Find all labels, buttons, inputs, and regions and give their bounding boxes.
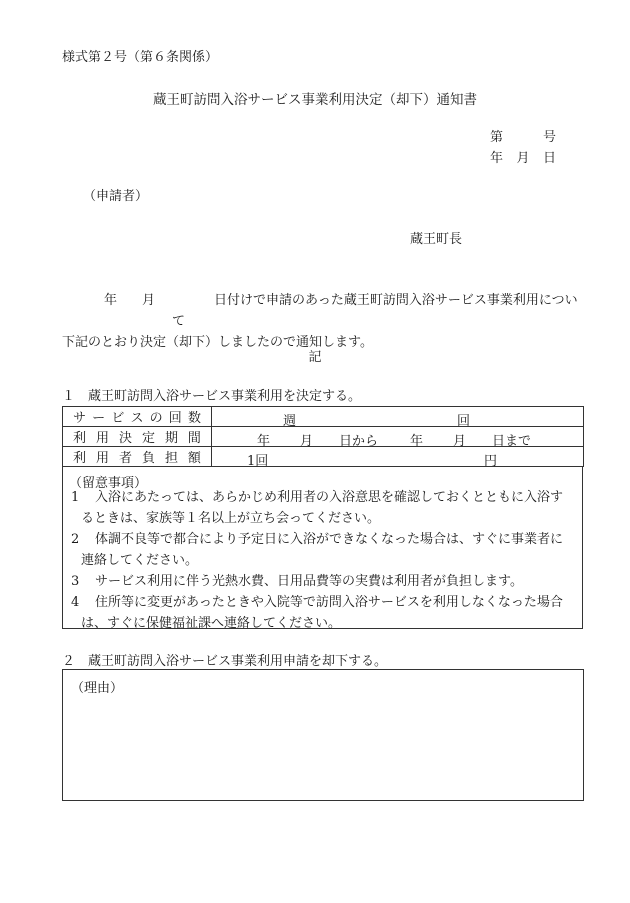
period-end-month: 月 [453,433,467,449]
body-line-1 [62,290,582,332]
note-line: 入浴にあたっては、あらかじめ利用者の入浴意思を確認しておくとともに入浴す [95,490,564,505]
period-start-day: 日から [339,433,379,449]
value-service-count [212,407,584,427]
list-item [71,571,577,592]
document-number-line [490,131,556,144]
period-start-year: 年 [257,433,271,449]
label-char: 者 [118,451,132,466]
charge-yen: 円 [484,453,498,469]
label-char: 期 [164,431,178,446]
reason-box [62,669,584,801]
section-2-heading: ２ 蔵王町訪問入浴サービス事業利用申請を却下する。 [62,654,388,669]
label-char: 用 [95,431,109,446]
value-times: 回 [457,413,471,429]
note-line: 体調不良等で都合により予定日に入浴ができなくなった場合は、すぐに事業者に [95,532,564,547]
label-char: 数 [187,411,201,426]
note-line: サービス利用に伴う光熱水費、日用品費等の実費は利用者が負担します。 [95,574,523,589]
note-line: は、すぐに保健福祉課へ連絡してください。 [81,616,342,631]
label-service-count [63,407,212,427]
label-char: の [149,411,163,426]
label-char: 負 [141,451,155,466]
label-char: ー [92,411,106,426]
period-end-year: 年 [410,433,424,449]
value-usage-period [212,427,584,447]
body-year: 年 [104,293,118,308]
date-line [490,152,556,165]
charge-per-visit: 1回 [247,453,269,469]
label-char: ス [130,411,144,426]
notes-box [62,467,583,629]
form-number: 様式第２号（第６条関係） [62,50,219,65]
table-row [63,407,584,427]
list-item [71,487,577,529]
label-char: ビ [111,411,125,426]
note-number: 4 [71,595,80,610]
table-row [63,427,584,447]
date-day: 日 [542,151,556,166]
label-char: 決 [118,431,132,446]
note-line: るときは、家族等１名以上が立ち会ってください。 [81,511,381,526]
label-user-charge [63,447,212,467]
notes-title: （留意事項） [69,476,148,491]
decision-table [62,406,584,467]
value-week: 週 [283,413,297,429]
label-usage-period [63,427,212,447]
value-user-charge [212,447,584,467]
list-item [71,529,577,571]
applicant-label: （申請者） [83,189,149,204]
date-year: 年 [490,151,504,166]
list-item [71,592,577,634]
body-line-2: 下記のとおり決定（却下）しましたので通知します。 [62,335,373,350]
label-char: サ [73,411,87,426]
document-title: 蔵王町訪問入浴サービス事業利用決定（却下）通知書 [153,92,477,108]
label-char: 利 [73,451,87,466]
document-number-prefix: 第 [490,130,504,145]
label-char: 用 [95,451,109,466]
period-start-month: 月 [300,433,314,449]
label-char: 定 [141,431,155,446]
reason-label: （理由） [71,681,124,696]
body-month: 月 [142,293,156,308]
label-char: 額 [187,451,201,466]
note-line: 住所等に変更があったときや入院等で訪問入浴サービスを利用しなくなった場合 [95,595,563,610]
issuer-name: 蔵王町長 [410,232,463,247]
period-end-day: 日まで [492,433,532,449]
note-number: 3 [71,574,80,589]
ki-heading: 記 [308,350,322,365]
note-number: 1 [71,490,80,505]
note-number: 2 [71,532,80,547]
section-1-heading: １ 蔵王町訪問入浴サービス事業利用を決定する。 [62,389,362,404]
body-paragraph [62,290,582,353]
label-char: 回 [168,411,182,426]
table-row [63,447,584,467]
body-line-1-rest: 日付けで申請のあった蔵王町訪問入浴サービス事業利用について [172,293,578,329]
date-month: 月 [516,151,530,166]
label-char: 間 [187,431,201,446]
label-char: 担 [164,451,178,466]
document-number-suffix: 号 [542,130,556,145]
note-line: 連絡してください。 [81,553,199,568]
label-char: 利 [73,431,87,446]
